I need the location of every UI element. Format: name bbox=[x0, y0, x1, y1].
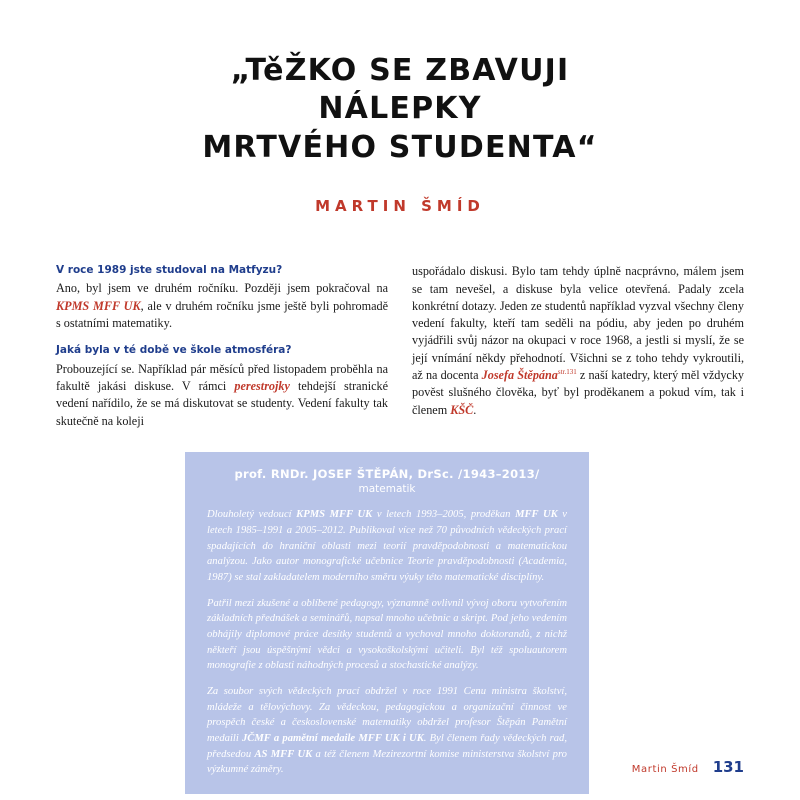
ib-p3-f: MFF UK i UK bbox=[358, 732, 424, 744]
ib-p1-d: v letech 1985–1991 a 2005–2012. Publikoval více než 70 původních vědeckých prací spadajících do hraniční oblasti mezi teorií pravděpodobnosti a matematickou analýzou. Jako autor monografické učebnice bbox=[207, 509, 567, 568]
ib-p1-e: Teorie pravděpodobnosti bbox=[407, 556, 515, 568]
info-box-paragraph-3 bbox=[207, 684, 567, 778]
link-ksc[interactable]: KŠČ bbox=[450, 402, 474, 417]
ib-link-mff: MFF UK bbox=[515, 509, 558, 521]
body-columns bbox=[56, 263, 744, 430]
ib-p3-d: Pamětní medaili bbox=[207, 717, 567, 744]
ib-p1-f: (Academia, 1987) se stal zakladatelem moderního směru výuky této matematické disciplíny. bbox=[207, 556, 567, 583]
ib-p3-k: . bbox=[280, 764, 284, 776]
article-author: MARTIN ŠMÍD bbox=[315, 197, 485, 216]
info-box-subheading: matematik bbox=[358, 483, 416, 496]
info-box-paragraph-1 bbox=[207, 507, 567, 585]
ib-p3-c: . Za vědeckou, pedagogickou a organizační činnost ve prospěch české a československé matematiky obdržel profesor Štěpán bbox=[207, 701, 568, 729]
ib-p3-e: JČMF a pamětní medaile bbox=[238, 732, 359, 744]
ib-p3-i: a též členem bbox=[312, 748, 373, 760]
footer-author-name: Martin Šmíd bbox=[631, 764, 699, 775]
ib-p1-a: Dlouholetý vedoucí bbox=[207, 509, 297, 521]
question-1: V roce 1989 jste studoval na Matfyzu? bbox=[56, 264, 283, 277]
ib-p3-j: Mezirezortní komise ministerstva školství pro výzkumné záměry bbox=[207, 748, 567, 776]
answer-1-text-b: , ale v druhém ročníku jsme ještě byli pohromadě s ostatními matematiky. bbox=[56, 298, 388, 331]
ib-link-kpms: KPMS MFF UK bbox=[296, 509, 373, 521]
ib-p3-h: AS MFF UK bbox=[254, 748, 313, 760]
answer-2 bbox=[56, 361, 388, 430]
right-column bbox=[412, 263, 744, 419]
ib-p3-g: . Byl členem řady vědeckých rad, předsedou bbox=[207, 732, 567, 760]
answer-1-text-a: Ano, byl jsem ve druhém ročníku. Později jsem pokračoval na bbox=[56, 281, 388, 296]
page-footer bbox=[632, 758, 744, 776]
left-column bbox=[56, 263, 388, 430]
info-box-paragraph-2: Patřil mezi zkušené a oblíbené pedagogy, významně ovlivnil vývoj oboru vytvořením základních přednášek a seminářů, napsal mnoho učebnic a skript. Pod jeho vedením obhájily diplomové práce desítky studentů a vychoval mnoho doktorandů, z nichž někteří jsou úspěšnými vědci a vysokoškolskými učiteli. Byl též spoluautorem monografie z oblasti náhodných procesů a stochastické analýzy. bbox=[207, 597, 567, 672]
info-box-heading: prof. RNDr. JOSEF ŠTĚPÁN, DrSc. /1943–2013/ bbox=[234, 467, 540, 481]
title-line-1: „TěŽKO SE ZBAVUJI bbox=[230, 53, 570, 88]
info-box-josef-stepan bbox=[185, 452, 589, 794]
article-title bbox=[56, 52, 744, 167]
link-perestrojky[interactable]: perestrojky bbox=[234, 378, 290, 393]
ib-p3-b: Cenu ministra školství, mládeže a tělovýchovy bbox=[207, 685, 567, 713]
link-kpms-mff-uk[interactable]: KPMS MFF UK bbox=[56, 298, 141, 313]
title-line-3: MRTVÉHO STUDENTA“ bbox=[202, 129, 598, 165]
answer-2-text-a: Probouzející se. Například pár měsíců před listopadem proběhla na fakultě jakási diskuse. V rámci bbox=[56, 361, 388, 393]
answer-3-text-a: uspořádalo diskusi. Bylo tam tehdy úplně nacprávno, málem jsem se tam nevеšel, a diskuse byla velice otevřená. Padaly zcela konkrétní dotazy. Jeden ze studentů například vyzval všechny členy vedení fakulty, kteří tam seděli na pódiu, aby jeden po druhém vyjádřili svůj názor na okupaci v roce 1968, a jestli si myslí, že se její vnímání někdy přehodnotí. Všichni se z toho tehdy vykroutili, až na docenta bbox=[412, 264, 744, 383]
ib-p3-a: Za soubor svých vědeckých prací obdržel v roce 1991 bbox=[207, 685, 464, 697]
question-2: Jaká byla v té době ve škole atmosféra? bbox=[56, 344, 292, 357]
page-number: 131 bbox=[712, 758, 744, 776]
footnote-ref: str.131 bbox=[557, 368, 577, 377]
answer-2-text-b: tehdejší stranické vedení nařídilo, že se má diskutovat se studenty. Vedení fakulty tak skutečně na koleji bbox=[56, 378, 388, 428]
title-line-2: NÁLEPKY bbox=[318, 91, 482, 127]
answer-1 bbox=[56, 280, 388, 332]
ib-p1-c: v letech 1993–2005, proděkan bbox=[372, 509, 516, 521]
answer-3 bbox=[412, 263, 744, 419]
answer-3-text-b: z naší katedry, který měl vždycky pověst slušného člověka, byť byl proděkanem a pokud vím, tak i členem bbox=[412, 368, 745, 417]
link-josef-stepan[interactable]: Josefa Štěpána bbox=[481, 368, 558, 383]
answer-3-text-c: . bbox=[473, 402, 477, 417]
